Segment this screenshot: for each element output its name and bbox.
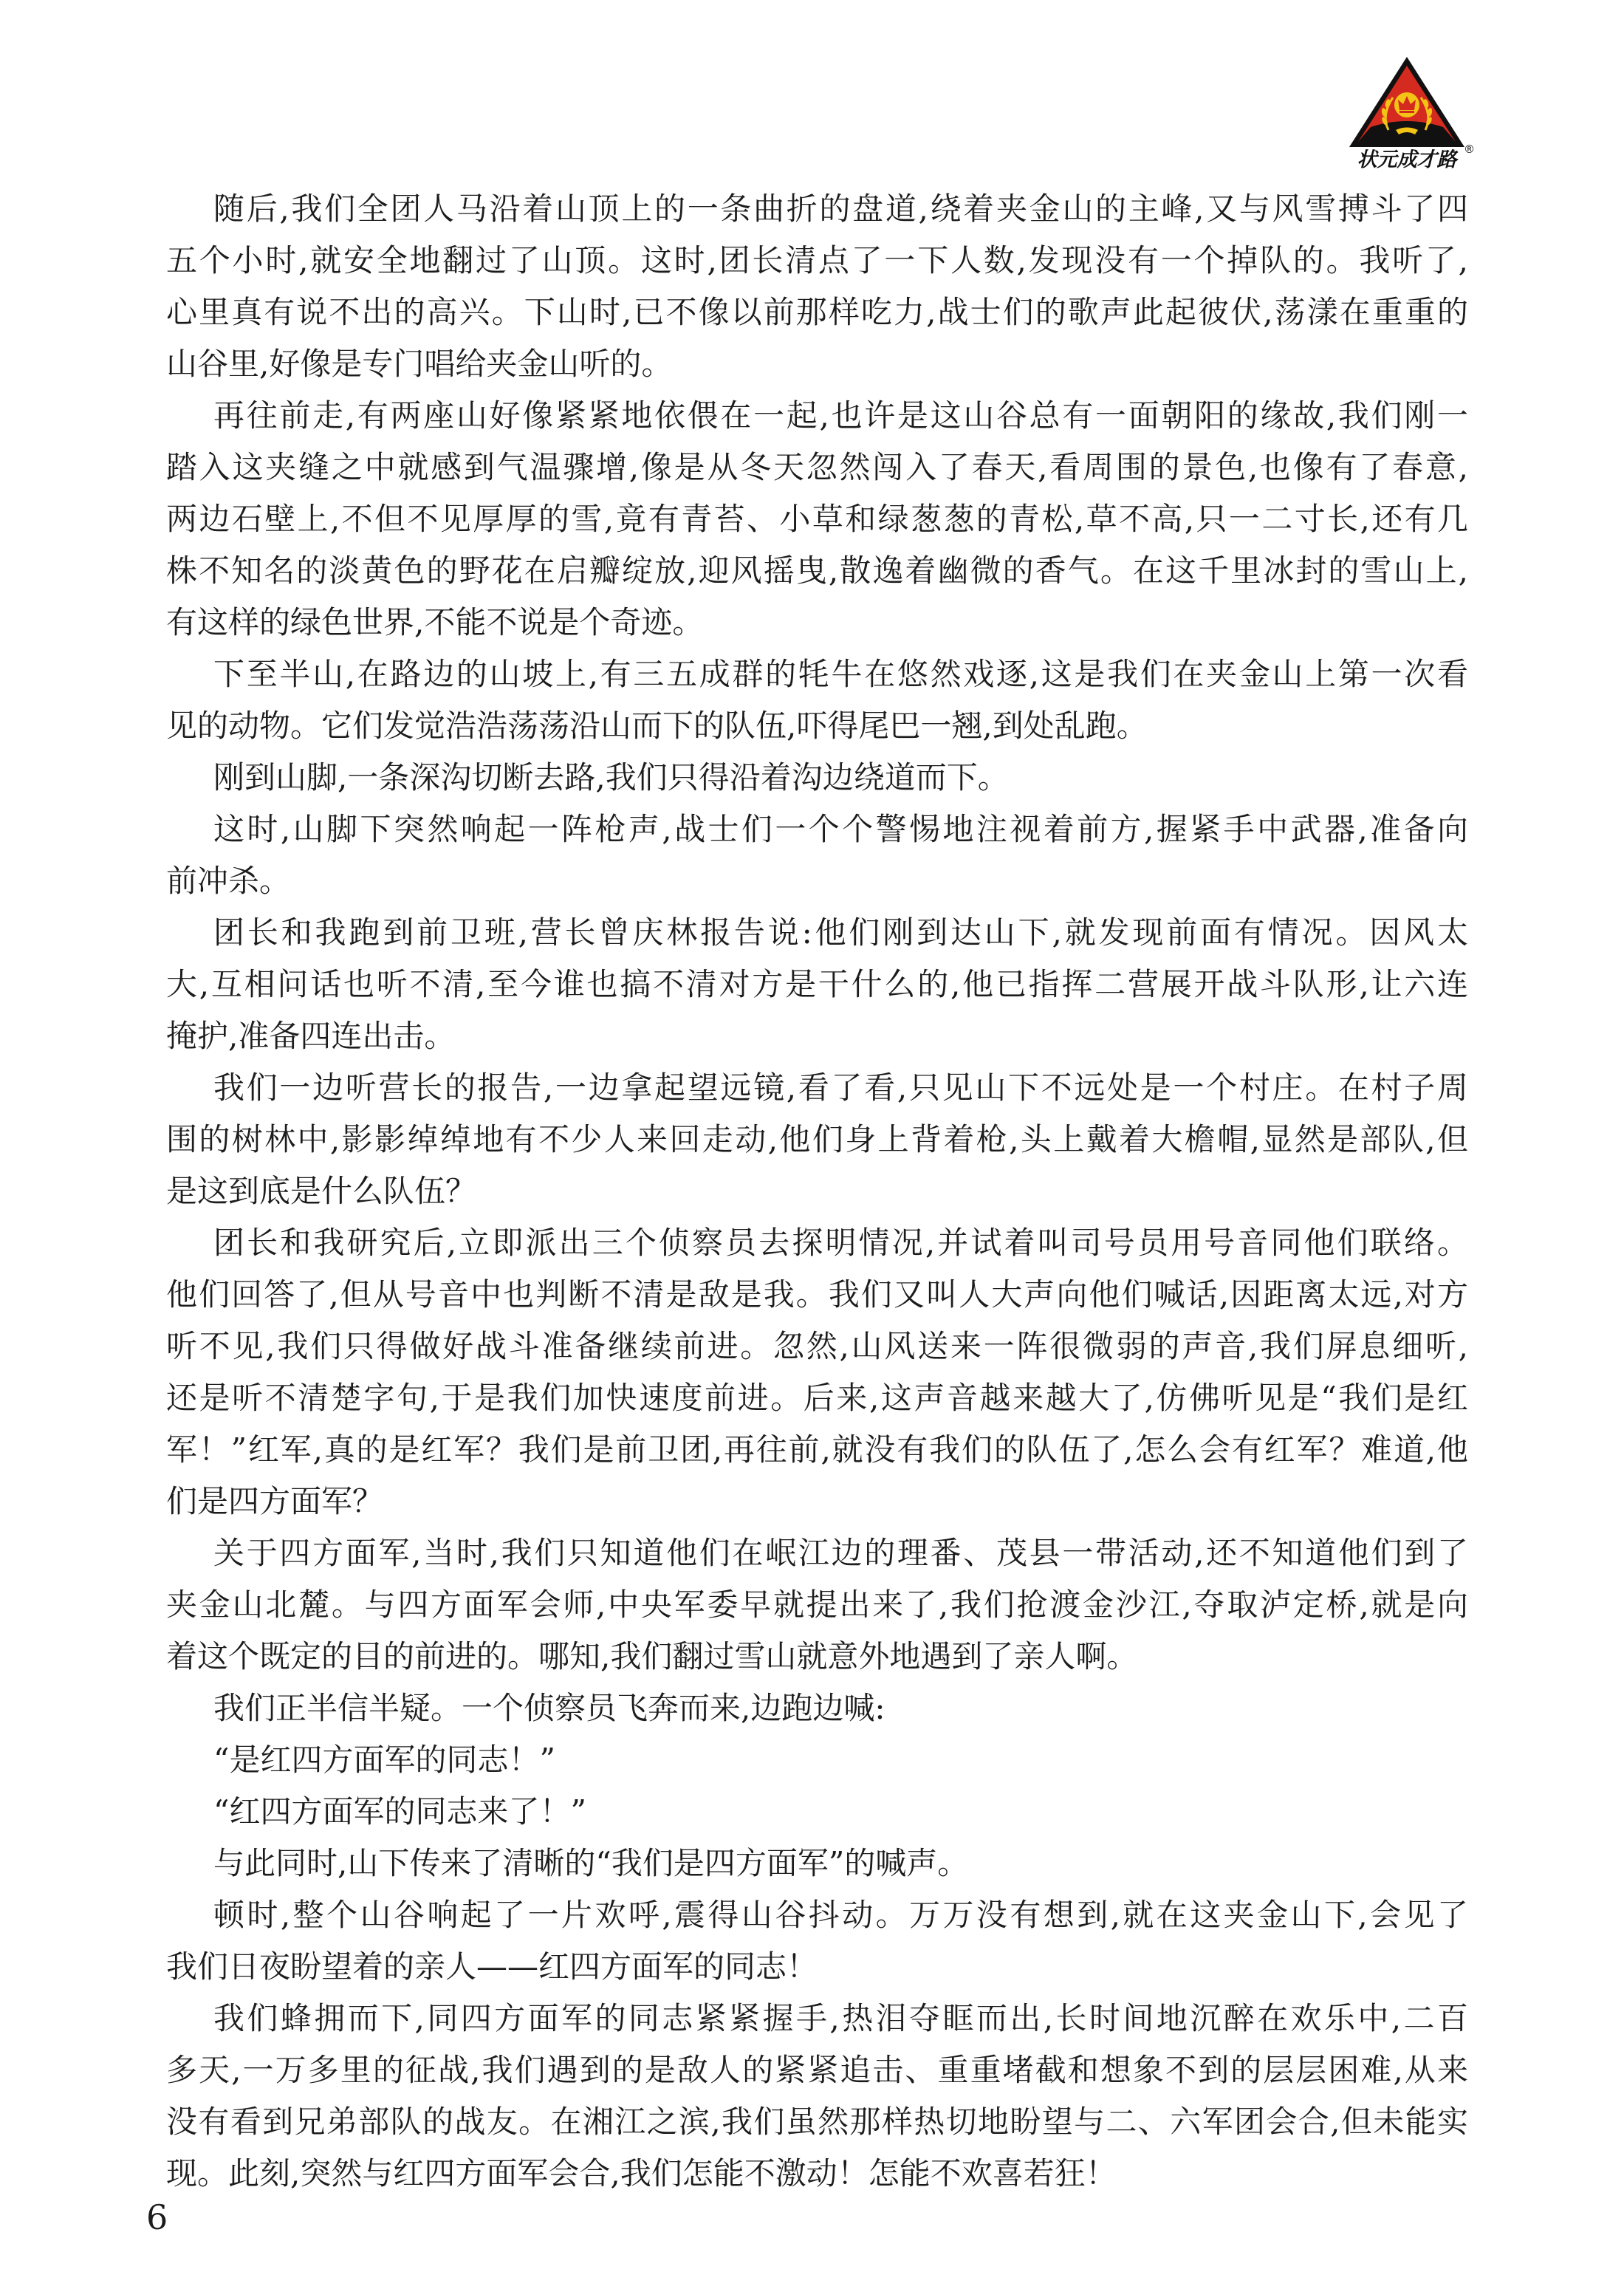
text-line: 夹金山北麓。与四方面军会师,中央军委早就提出来了,我们抢渡金沙江,夺取泸定桥,就是向 <box>166 1587 1468 1623</box>
text-line: 株不知名的淡黄色的野花在启瓣绽放,迎风摇曳,散逸着幽微的香气。在这千里冰封的雪山上, <box>166 552 1468 589</box>
text-line: 前冲杀。 <box>166 863 291 899</box>
paragraph <box>166 1062 1468 1217</box>
paragraph <box>166 1683 1468 1734</box>
text-line: 听不见,我们只得做好战斗准备继续前进。忽然,山风送来一阵很微弱的声音,我们屏息细听, <box>166 1328 1468 1364</box>
text-line: 团长和我研究后,立即派出三个侦察员去探明情况,并试着叫司号员用号音同他们联络。 <box>213 1225 1468 1261</box>
text-line: 见的动物。它们发觉浩浩荡荡沿山而下的队伍,吓得尾巴一翘,到处乱跑。 <box>166 708 1148 744</box>
text-line: 现。此刻,突然与红四方面军会合,我们怎能不激动！怎能不欢喜若狂！ <box>166 2155 1117 2191</box>
paragraph <box>166 1734 1468 1786</box>
text-line: 他们回答了,但从号音中也判断不清是敌是我。我们又叫人大声向他们喊话,因距离太远,对方 <box>166 1276 1468 1313</box>
text-line: 们是四方面军？ <box>166 1483 384 1519</box>
text-line: 与此同时,山下传来了清晰的“我们是四方面军”的喊声。 <box>213 1845 969 1881</box>
paragraph <box>166 648 1468 752</box>
text-line: 大,互相问话也听不清,至今谁也搞不清对方是干什么的,他已指挥二营展开战斗队形,让六连 <box>166 966 1468 1002</box>
paragraph <box>166 804 1468 907</box>
paragraph <box>166 390 1468 648</box>
text-line: 关于四方面军,当时,我们只知道他们在岷江边的理番、茂县一带活动,还不知道他们到了 <box>213 1535 1468 1571</box>
crown-triangle-emblem-icon <box>1349 56 1465 148</box>
body-text <box>166 183 1468 2200</box>
text-line: 有这样的绿色世界,不能不说是个奇迹。 <box>166 604 704 640</box>
paragraph <box>166 752 1468 804</box>
text-line: 下至半山,在路边的山坡上,有三五成群的牦牛在悠然戏逐,这是我们在夹金山上第一次看 <box>213 656 1468 692</box>
text-line: 是这到底是什么队伍？ <box>166 1173 477 1209</box>
text-line: 我们蜂拥而下,同四方面军的同志紧紧握手,热泪夺眶而出,长时间地沉醉在欢乐中,二百 <box>213 2000 1468 2036</box>
text-line: 五个小时,就安全地翻过了山顶。这时,团长清点了一下人数,发现没有一个掉队的。我听了, <box>166 242 1468 278</box>
text-line: 踏入这夹缝之中就感到气温骤增,像是从冬天忽然闯入了春天,看周围的景色,也像有了春意, <box>166 449 1468 485</box>
text-line: 我们日夜盼望着的亲人——红四方面军的同志！ <box>166 1948 818 1985</box>
text-line: 没有看到兄弟部队的战友。在湘江之滨,我们虽然那样热切地盼望与二、六军团会合,但未能实 <box>166 2104 1468 2140</box>
paragraph <box>166 183 1468 390</box>
paragraph <box>166 1217 1468 1527</box>
text-line: 还是听不清楚字句,于是我们加快速度前进。后来,这声音越来越大了,仿佛听见是“我们是红 <box>166 1380 1468 1416</box>
text-line: 山谷里,好像是专门唱给夹金山听的。 <box>166 346 673 382</box>
text-line: 心里真有说不出的高兴。下山时,已不像以前那样吃力,战士们的歌声此起彼伏,荡漾在重重的 <box>166 294 1468 330</box>
text-line: 我们一边听营长的报告,一边拿起望远镜,看了看,只见山下不远处是一个村庄。在村子周 <box>213 1070 1468 1106</box>
page-number: 6 <box>146 2197 168 2237</box>
text-line: 围的树林中,影影绰绰地有不少人来回走动,他们身上背着枪,头上戴着大檐帽,显然是部队,但 <box>166 1121 1468 1157</box>
text-line: 着这个既定的目的前进的。哪知,我们翻过雪山就意外地遇到了亲人啊。 <box>166 1638 1138 1674</box>
text-line: 这时,山脚下突然响起一阵枪声,战士们一个个警惕地注视着前方,握紧手中武器,准备向 <box>213 811 1468 847</box>
paragraph <box>166 1527 1468 1683</box>
text-line: 再往前走,有两座山好像紧紧地依偎在一起,也许是这山谷总有一面朝阳的缘故,我们刚一 <box>213 397 1468 434</box>
paragraph <box>166 1889 1468 1993</box>
text-line: 顿时,整个山谷响起了一片欢呼,震得山谷抖动。万万没有想到,就在这夹金山下,会见了 <box>213 1897 1468 1933</box>
text-line: 我们正半信半疑。一个侦察员飞奔而来,边跑边喊: <box>213 1690 885 1726</box>
logo-wordmark: 状元成才路 <box>1357 148 1457 171</box>
paragraph <box>166 1786 1468 1838</box>
paragraph <box>166 1993 1468 2200</box>
registered-mark: ® <box>1464 143 1475 156</box>
text-line: 团长和我跑到前卫班,营长曾庆林报告说:他们刚到达山下,就发现前面有情况。因风太 <box>213 914 1468 951</box>
paragraph <box>166 907 1468 1062</box>
text-line: 随后,我们全团人马沿着山顶上的一条曲折的盘道,绕着夹金山的主峰,又与风雪搏斗了四 <box>213 191 1468 227</box>
text-line: 军！”红军,真的是红军？我们是前卫团,再往前,就没有我们的队伍了,怎么会有红军？难道,他 <box>166 1431 1468 1468</box>
text-line: “红四方面军的同志来了！” <box>213 1793 586 1830</box>
text-line: “是红四方面军的同志！” <box>213 1742 555 1778</box>
paragraph <box>166 1838 1468 1889</box>
text-line: 多天,一万多里的征战,我们遇到的是敌人的紧紧追击、重重堵截和想象不到的层层困难,从来 <box>166 2052 1468 2088</box>
text-line: 刚到山脚,一条深沟切断去路,我们只得沿着沟边绕道而下。 <box>213 759 1009 795</box>
publisher-logo <box>1349 56 1475 174</box>
text-line: 掩护,准备四连出击。 <box>166 1018 456 1054</box>
text-line: 两边石壁上,不但不见厚厚的雪,竟有青苔、小草和绿葱葱的青松,草不高,只一二寸长,还有几 <box>166 501 1468 537</box>
